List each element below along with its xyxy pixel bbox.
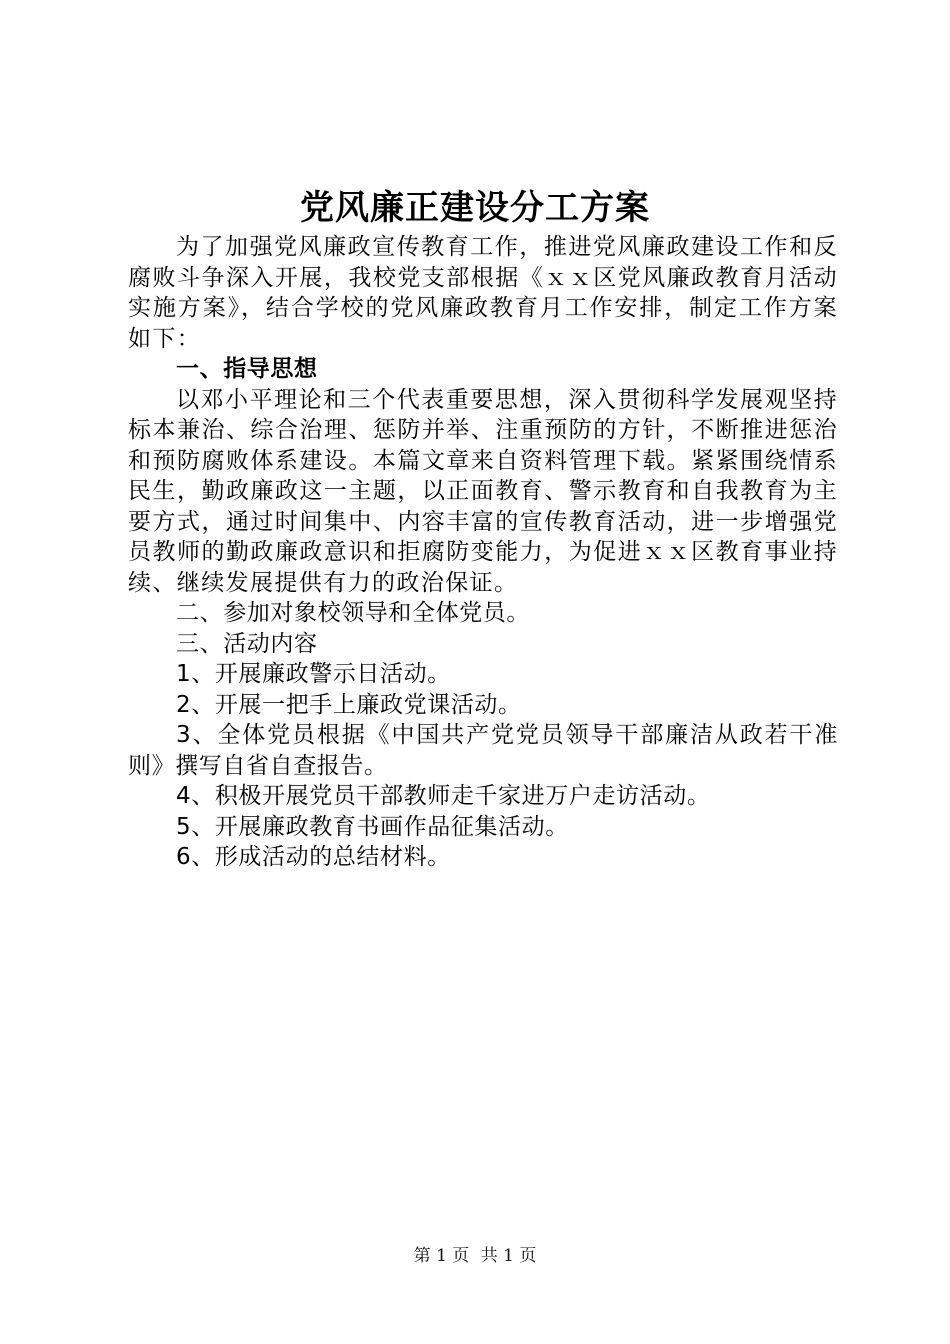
activity-item: 3、全体党员根据《中国共产党党员领导干部廉洁从政若干准则》撰写自省自查报告。 [128,722,838,779]
page-total: 共 1 页 [480,1246,537,1266]
document-body [128,232,838,873]
activity-item: 4、积极开展党员干部教师走千家进万户走访活动。 [176,783,711,809]
page-number: 第 1 页 [413,1246,470,1266]
document-title: 党风廉正建设分工方案 [300,188,650,228]
activity-item: 6、形成活动的总结材料。 [176,844,451,870]
activity-item: 2、开展一把手上廉政党课活动。 [176,691,522,718]
section-heading-activities: 三、活动内容 [176,630,318,657]
activity-item: 5、开展廉政教育书画作品征集活动。 [176,813,569,840]
page-footer [0,1244,950,1268]
activity-item: 1、开展廉政警示日活动。 [176,661,451,687]
section-heading-guiding-ideology: 一、指导思想 [176,356,318,382]
section-participants: 二、参加对象校领导和全体党员。 [176,600,530,626]
intro-paragraph: 为了加强党风廉政宣传教育工作，推进党风廉政建设工作和反腐败斗争深入开展，我校党支部根据《ｘｘ区党风廉政教育月活动实施方案》，结合学校的党风廉政教育月工作安排，制定工作方案如下： [128,234,838,352]
guiding-ideology-paragraph: 以邓小平理论和三个代表重要思想，深入贯彻科学发展观坚持标本兼治、综合治理、惩防并举、注重预防的方针，不断推进惩治和预防腐败体系建设。本篇文章来自资料管理下载。紧紧围绕情系民生，勤政廉政这一主题，以正面教育、警示教育和自我教育为主要方式，通过时间集中、内容丰富的宣传教育活动，进一步增强党员教师的勤政廉政意识和拒腐防变能力，为促进ｘｘ区教育事业持续、继续发展提供有力的政治保证。 [128,386,838,596]
